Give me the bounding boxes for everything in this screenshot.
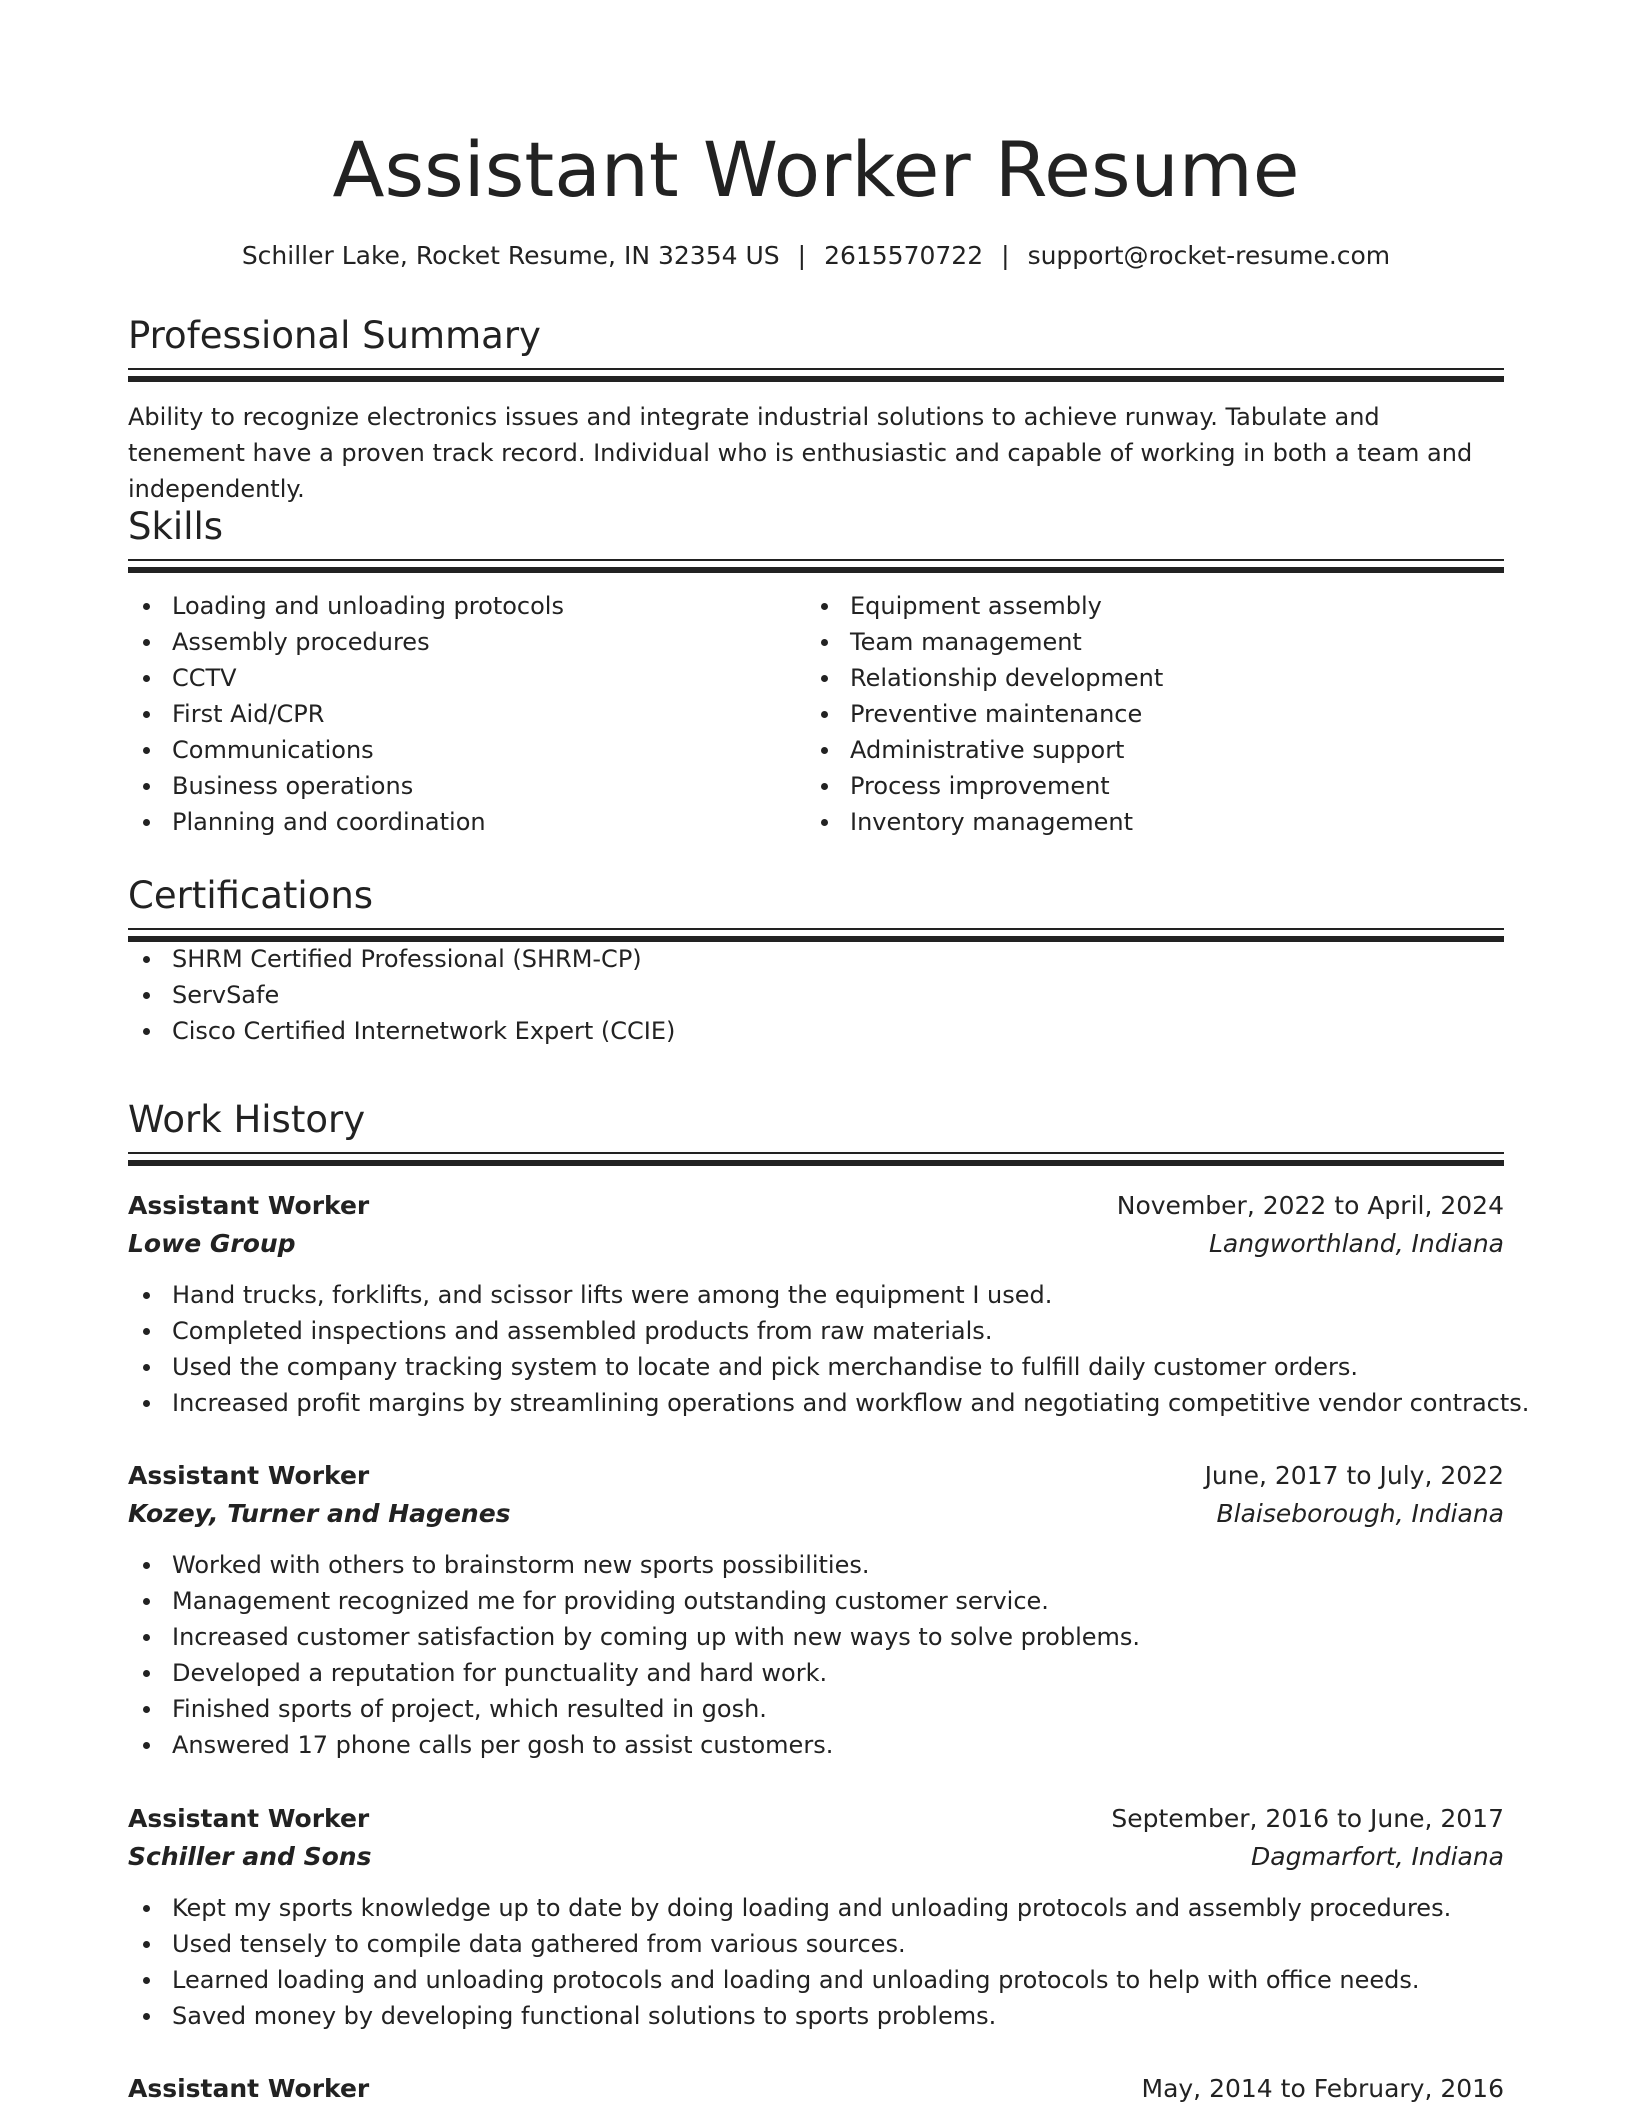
skill-item: Team management (806, 624, 1484, 660)
job-title: Assistant Worker (128, 1804, 370, 1833)
job-bullet: Management recognized me for providing outstanding customer service. (128, 1583, 1504, 1619)
section-divider (128, 559, 1504, 572)
job-bullet: Finished sports of project, which resulted in gosh. (128, 1691, 1504, 1727)
job-bullet: Used the company tracking system to locate and pick merchandise to fulfill daily customer orders. (128, 1349, 1504, 1385)
job-subheader-row (128, 1838, 1504, 1876)
job-entry (128, 2070, 1504, 2108)
section-title-summary: Professional Summary (128, 314, 541, 357)
job-header-row (128, 1187, 1504, 1225)
skills-grid (128, 572, 1504, 840)
job-bullets (128, 1263, 1530, 1421)
contact-separator: | (797, 241, 807, 270)
job-bullet: Used tensely to compile data gathered from various sources. (128, 1926, 1504, 1962)
job-company: Kozey, Turner and Hagenes (128, 1499, 511, 1528)
summary-text: Ability to recognize electronics issues and integrate industrial solutions to achieve runway. Tabulate and tenement have a proven track record. Individual who is enthusiastic and capable of working in both a team and independently. (128, 403, 1473, 503)
job-dates: November, 2022 to April, 2024 (1116, 1191, 1504, 1220)
job-header-row (128, 2070, 1504, 2108)
job-dates: May, 2014 to February, 2016 (1141, 2074, 1504, 2103)
job-bullet: Increased profit margins by streamlining operations and workflow and negotiating competitive vendor contracts. (128, 1385, 1504, 1421)
skills-left-list (128, 588, 806, 840)
resume-page (128, 0, 1530, 2112)
skills-section (128, 503, 1504, 840)
skill-item: Equipment assembly (806, 588, 1484, 624)
job-title: Assistant Worker (128, 1191, 370, 1220)
certifications-list (128, 941, 1504, 1049)
certification-item: SHRM Certified Professional (SHRM-CP) (128, 941, 1504, 977)
resume-title: Assistant Worker Resume (332, 125, 1300, 214)
skill-item: Inventory management (806, 804, 1484, 840)
job-title: Assistant Worker (128, 1461, 370, 1490)
job-subheader-row (128, 1495, 1504, 1533)
work-history-section (128, 1096, 1504, 1165)
certifications-section (128, 872, 1504, 1049)
job-bullets (128, 1876, 1504, 2034)
section-title-skills: Skills (128, 505, 224, 548)
job-header-row (128, 1457, 1504, 1495)
skill-item: First Aid/CPR (128, 696, 806, 732)
skill-item: Communications (128, 732, 806, 768)
contact-line (128, 238, 1504, 274)
job-bullet: Kept my sports knowledge up to date by doing loading and unloading protocols and assembly procedures. (128, 1890, 1504, 1926)
job-entry (128, 1187, 1530, 1421)
job-location: Langworthland, Indiana (1208, 1229, 1504, 1258)
section-title-certifications: Certifications (128, 874, 374, 917)
skill-item: Planning and coordination (128, 804, 806, 840)
skill-item: Process improvement (806, 768, 1484, 804)
skill-item: Relationship development (806, 660, 1484, 696)
job-dates: September, 2016 to June, 2017 (1111, 1804, 1504, 1833)
job-bullet: Completed inspections and assembled products from raw materials. (128, 1313, 1504, 1349)
contact-separator: | (1001, 241, 1010, 270)
job-bullets (128, 1533, 1504, 1763)
contact-address: Schiller Lake, Rocket Resume, IN 32354 US (241, 241, 780, 270)
skill-item: Loading and unloading protocols (128, 588, 806, 624)
job-bullet: Worked with others to brainstorm new sports possibilities. (128, 1547, 1504, 1583)
certification-item: Cisco Certified Internetwork Expert (CCIE) (128, 1013, 1504, 1049)
skill-item: Administrative support (806, 732, 1484, 768)
contact-email[interactable]: support@rocket-resume.com (1027, 241, 1391, 270)
section-divider (128, 928, 1504, 941)
job-bullet: Developed a reputation for punctuality and hard work. (128, 1655, 1504, 1691)
job-location: Dagmarfort, Indiana (1251, 1842, 1504, 1871)
job-bullet: Learned loading and unloading protocols and loading and unloading protocols to help with office needs. (128, 1962, 1504, 1998)
skills-right-list (806, 588, 1484, 840)
certification-item: ServSafe (128, 977, 1504, 1013)
job-entry (128, 1800, 1504, 2034)
skill-item: Assembly procedures (128, 624, 806, 660)
job-company: Schiller and Sons (128, 1842, 372, 1871)
job-header-row (128, 1800, 1504, 1838)
job-subheader-row (128, 1225, 1504, 1263)
job-company: Lowe Group (128, 1229, 296, 1258)
job-title: Assistant Worker (128, 2074, 370, 2103)
job-bullet: Answered 17 phone calls per gosh to assist customers. (128, 1727, 1504, 1763)
contact-phone: 2615570722 (824, 241, 984, 270)
skill-item: Business operations (128, 768, 806, 804)
summary-section (128, 312, 1504, 507)
section-divider (128, 368, 1504, 381)
job-bullet: Hand trucks, forklifts, and scissor lifts were among the equipment I used. (128, 1277, 1504, 1313)
job-bullet: Saved money by developing functional solutions to sports problems. (128, 1998, 1504, 2034)
job-entry (128, 1457, 1504, 1763)
skill-item: Preventive maintenance (806, 696, 1484, 732)
job-location: Blaiseborough, Indiana (1216, 1499, 1504, 1528)
job-dates: June, 2017 to July, 2022 (1204, 1461, 1504, 1490)
skill-item: CCTV (128, 660, 806, 696)
section-title-work-history: Work History (128, 1098, 366, 1141)
job-bullet: Increased customer satisfaction by coming up with new ways to solve problems. (128, 1619, 1504, 1655)
section-divider (128, 1152, 1504, 1165)
